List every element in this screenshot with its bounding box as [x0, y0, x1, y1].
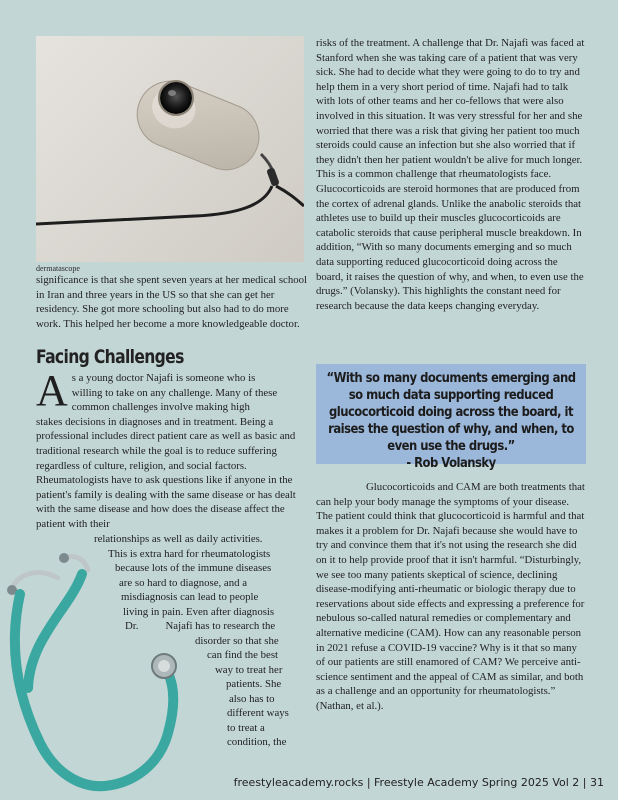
drop-cap: A [36, 366, 68, 415]
footer-separator: | [582, 776, 587, 789]
shaped-line: relationships as well as daily activities. [94, 533, 263, 545]
pull-quote [322, 370, 580, 472]
right-top-paragraph: risks of the treatment. A challenge that Dr. Najafi was faced at Stanford when she was taking care of a patient that was very sick. She had to decide what they were going to do to try and help them in a very short period of time. Najafi had to talk with lots of other teams and her co-fellows that were also involved in this situation. It was very stressful for her and she worried that there was a risk that giving her patient too much steroids could cause an infection but she also worried that if they didn't then her patient wouldn't be alive for much longer. This is a common challenge that rheumatologists face. Glucocorticoids are steroid hormones that are produced from the cortex of adrenal glands. Unlike the anabolic steroids that athletes use to build up their muscles glucocorticoids are catabolic steroids that cause peripheral muscle breakdown. In addition, “With so many documents emerging and so much data supporting reduced glucocorticoid doing across the board, it raises the question of why, and when, to even use the drugs.” (Volansky). This highlights the constant need for research because the data keeps changing everyday. [316, 37, 585, 312]
shaped-line: different ways [227, 707, 289, 719]
quote-text: “With so many documents emerging and so much data supporting reduced glucocorticoid doing across the board, it raises the question of why, and when, to even use the drugs.” [326, 371, 576, 454]
shaped-line: patients. She [226, 678, 282, 690]
footer-separator: | [366, 776, 371, 789]
left-top-paragraph: significance is that she spent seven years at her medical school in Iran and three years in the US so that she can get her residency. She got more schooling but also had to do more work. This helped her become a more knowledgeable doctor. [36, 274, 308, 330]
footer-publication: Freestyle Academy Spring 2025 Vol 2 [374, 776, 580, 789]
shaped-line: also has to [229, 693, 275, 705]
shaped-line: because lots of the immune diseases [115, 562, 272, 574]
shaped-line: are so hard to diagnose, and a [119, 577, 248, 589]
dermatoscope-illustration [36, 36, 304, 262]
stethoscope-illustration [0, 548, 220, 800]
photo-caption: dermatascope [36, 264, 80, 273]
shaped-line: can find the best [207, 649, 279, 661]
dermatoscope-photo [36, 36, 304, 262]
right-bottom-paragraph: Glucocorticoids and CAM are both treatments that can help your body manage the symptoms of your disease. The patient could think that glucocorticoid is harmful and that makes it a problem for Dr. Najafi because she would have to try and convince them that it's not using the research she did on it to help provide proof that it isn't harmful. “Disturbingly, we see too many patients skeptical of science, declining disease-modifying anti-rheumatic or biologic therapy due to reservations about side effects and expressing a preference for nebulous so-called natural remedies or complementary and alternative medicine (CAM). How can any reasonable person in 2021 refuse a COVID-19 vaccine? Why is it that so many of our patients are still enamored of CAM? We perceive anti-science sentiment and the appeal of CAM as similar, and both as a challenge and an opportunity for rheumatologists.” (Nathan, et al.). [316, 481, 585, 712]
shaped-line: living in pain. Even after diagnosis [123, 606, 275, 618]
footer-site-link[interactable]: freestyleacademy.rocks [233, 776, 364, 789]
page-number: 31 [590, 776, 604, 789]
shaped-line: misdiagnosis can lead to people [121, 591, 259, 603]
shaped-line: to treat a [227, 722, 265, 734]
intro-line: common challenges involve making high [71, 401, 250, 414]
intro-line: s a young doctor Najafi is someone who is [71, 372, 256, 384]
shaped-line: This is extra hard for rheumatologists [108, 548, 271, 560]
shaped-line: disorder so that she [195, 635, 279, 647]
shaped-line: Dr. Najafi has to research the [125, 620, 276, 632]
shaped-line: way to treat her [215, 664, 283, 676]
shaped-line: condition, the [227, 736, 287, 748]
intro-paragraph [36, 366, 308, 532]
quote-author: - Rob Volansky [406, 456, 496, 471]
section-heading: Facing Challenges [36, 346, 184, 368]
page-footer [228, 776, 604, 789]
intro-line: willing to take on any challenge. Many of these [71, 386, 278, 399]
intro-line: stakes decisions in diagnoses and in treatment. Being a professional includes direct patient care as well as basic and traditional research while the goal is to reduce suffering regardless of culture, religion, and social factors. Rheumatologists have to ask questions like if anyone in the patient's family is dealing with the same disease or has dealt with the same disease and how does the disease affect the patient with their [36, 415, 296, 530]
